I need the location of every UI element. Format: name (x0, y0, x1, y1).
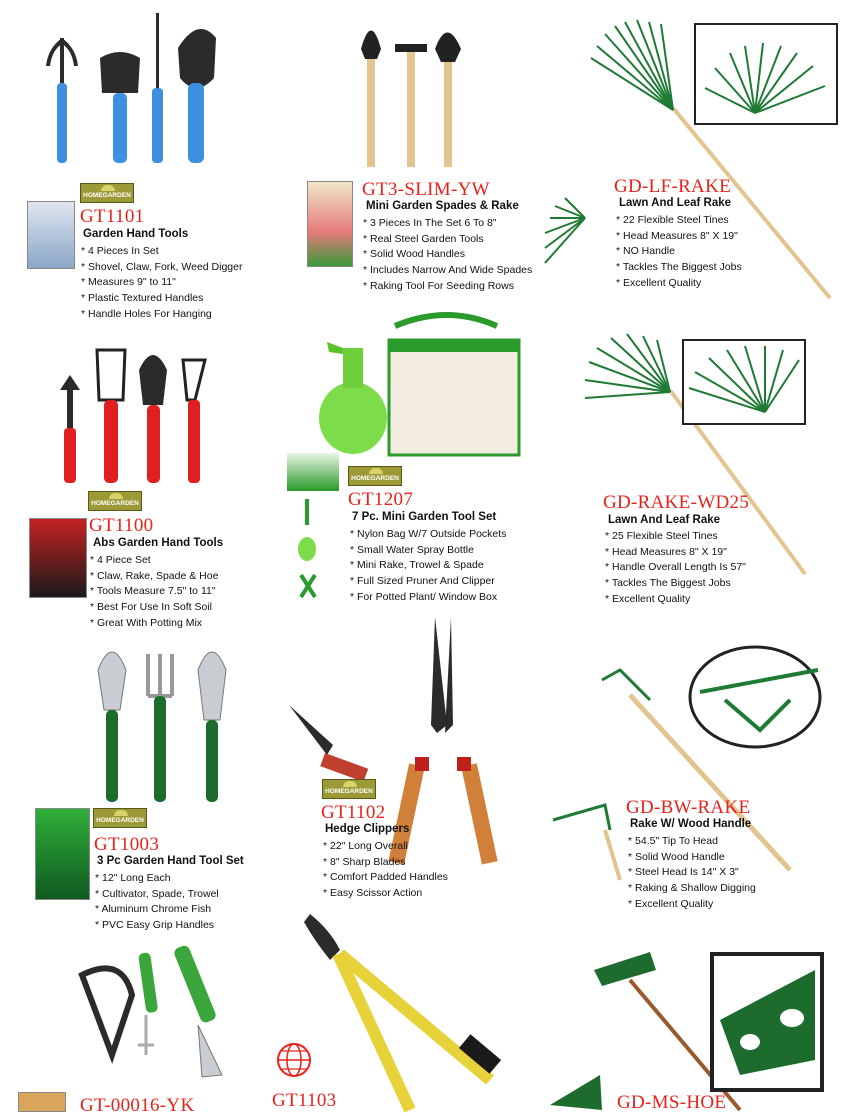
hoe-image (530, 950, 830, 1113)
feature-item: * 22 Flexible Steel Tines (616, 213, 742, 229)
feature-item: * Measures 9" to 11" (81, 275, 242, 291)
feature-item: * 12" Long Each (95, 871, 219, 887)
product-features (90, 553, 218, 632)
gt1207-accessories-image (293, 497, 323, 612)
feature-item: * Head Measures 8" X 19" (605, 545, 746, 561)
feature-item: * Easy Scissor Action (323, 886, 448, 902)
feature-item: * Solid Wood Handle (628, 850, 756, 866)
bottom-left-package-image (18, 1092, 66, 1112)
product-title: Lawn And Leaf Rake (619, 197, 732, 209)
lopper-image (300, 910, 520, 1110)
feature-item: * 22" Long Overall (323, 839, 448, 855)
product-title: Hedge Clippers (325, 823, 410, 835)
homegarden-logo: HOMEGARDEN (88, 491, 142, 511)
product-code: GT1003 (94, 834, 160, 855)
feature-item: * Claw, Rake, Spade & Hoe (90, 569, 218, 585)
product-features (95, 871, 219, 934)
product-code: GT1100 (89, 515, 154, 536)
product-code: GD-LF-RAKE (614, 176, 731, 197)
abs-hand-tools-image (55, 340, 215, 485)
feature-item: * Tackles The Biggest Jobs (616, 260, 742, 276)
feature-item: * Includes Narrow And Wide Spades (363, 263, 532, 279)
product-title: Abs Garden Hand Tools (93, 537, 224, 549)
feature-item: * NO Handle (616, 244, 742, 260)
feature-item: * 4 Pieces In Set (81, 244, 242, 260)
product-code-partial: GT-00016-YK (80, 1095, 195, 1116)
feature-item: * Tools Measure 7.5" to 11" (90, 584, 218, 600)
feature-item: * Excellent Quality (628, 897, 756, 913)
feature-item: * PVC Easy Grip Handles (95, 918, 219, 934)
gt1100-package-image (29, 518, 87, 598)
feature-item: * Handle Holes For Hanging (81, 307, 242, 323)
product-code: GT1101 (80, 206, 145, 227)
feature-item: * Cultivator, Spade, Trowel (95, 887, 219, 903)
feature-item: * Steel Head Is 14" X 3" (628, 865, 756, 881)
globe-logo-image (272, 1038, 322, 1088)
product-features (323, 839, 448, 902)
gt1003-package-image (35, 808, 90, 900)
feature-item: * Plastic Textured Handles (81, 291, 242, 307)
gt3-package-image (307, 181, 353, 267)
product-code: GD-RAKE-WD25 (603, 492, 750, 513)
pruner-cultivator-set-image (72, 945, 242, 1085)
feature-item: * Best For Use In Soft Soil (90, 600, 218, 616)
feature-item: * 3 Pieces In The Set 6 To 8" (363, 216, 532, 232)
homegarden-logo: HOMEGARDEN (80, 183, 134, 203)
feature-item: * Small Water Spray Bottle (350, 543, 506, 559)
product-code: GD-BW-RAKE (626, 797, 751, 818)
product-title: 3 Pc Garden Hand Tool Set (97, 855, 244, 867)
feature-item: * For Potted Plant/ Window Box (350, 590, 506, 606)
homegarden-logo: HOMEGARDEN (322, 779, 376, 799)
product-features (350, 527, 506, 606)
feature-item: * Great With Potting Mix (90, 616, 218, 632)
product-code: GT3-SLIM-YW (362, 179, 490, 200)
product-title: Garden Hand Tools (83, 228, 189, 240)
feature-item: * Real Steel Garden Tools (363, 232, 532, 248)
product-features (605, 529, 746, 608)
mini-tool-set-bag-image (317, 318, 527, 463)
homegarden-logo: HOMEGARDEN (93, 808, 147, 828)
product-features (616, 213, 742, 292)
feature-item: * Head Measures 8" X 19" (616, 229, 742, 245)
feature-item: * Full Sized Pruner And Clipper (350, 574, 506, 590)
feature-item: * Comfort Padded Handles (323, 870, 448, 886)
feature-item: * 4 Piece Set (90, 553, 218, 569)
gt1207-bag-thumb-image (287, 453, 339, 491)
gt1101-package-image (27, 201, 75, 269)
product-title: Rake W/ Wood Handle (630, 818, 752, 830)
mini-spades-image (355, 14, 470, 169)
feature-item: * Solid Wood Handles (363, 247, 532, 263)
feature-item: * Excellent Quality (605, 592, 746, 608)
feature-item: * Mini Rake, Trowel & Spade (350, 558, 506, 574)
feature-item: * Handle Overall Length Is 57" (605, 560, 746, 576)
feature-item: * Nylon Bag W/7 Outside Pockets (350, 527, 506, 543)
product-features (363, 216, 532, 295)
chrome-hand-tools-image (90, 640, 240, 805)
feature-item: * Aluminum Chrome Fish (95, 902, 219, 918)
feature-item: * Raking & Shallow Digging (628, 881, 756, 897)
feature-item: * 54.5" Tip To Head (628, 834, 756, 850)
product-title: Lawn And Leaf Rake (608, 514, 721, 526)
product-title: 7 Pc. Mini Garden Tool Set (352, 511, 497, 523)
feature-item: * 25 Flexible Steel Tines (605, 529, 746, 545)
product-code: GT1102 (321, 802, 386, 823)
feature-item: * 8" Sharp Blades (323, 855, 448, 871)
product-code-partial: GD-MS-HOE (617, 1092, 727, 1113)
feature-item: * Shovel, Claw, Fork, Weed Digger (81, 260, 242, 276)
product-title: Mini Garden Spades & Rake (366, 200, 519, 212)
product-code: GT1207 (348, 489, 414, 510)
product-code-partial: GT1103 (272, 1090, 337, 1111)
feature-item: * Raking Tool For Seeding Rows (363, 279, 532, 295)
feature-item: * Tackles The Biggest Jobs (605, 576, 746, 592)
feature-item: * Excellent Quality (616, 276, 742, 292)
product-features (628, 834, 756, 913)
hand-tools-blue-image (38, 18, 228, 168)
product-features (81, 244, 242, 323)
homegarden-logo: HOMEGARDEN (348, 466, 402, 486)
